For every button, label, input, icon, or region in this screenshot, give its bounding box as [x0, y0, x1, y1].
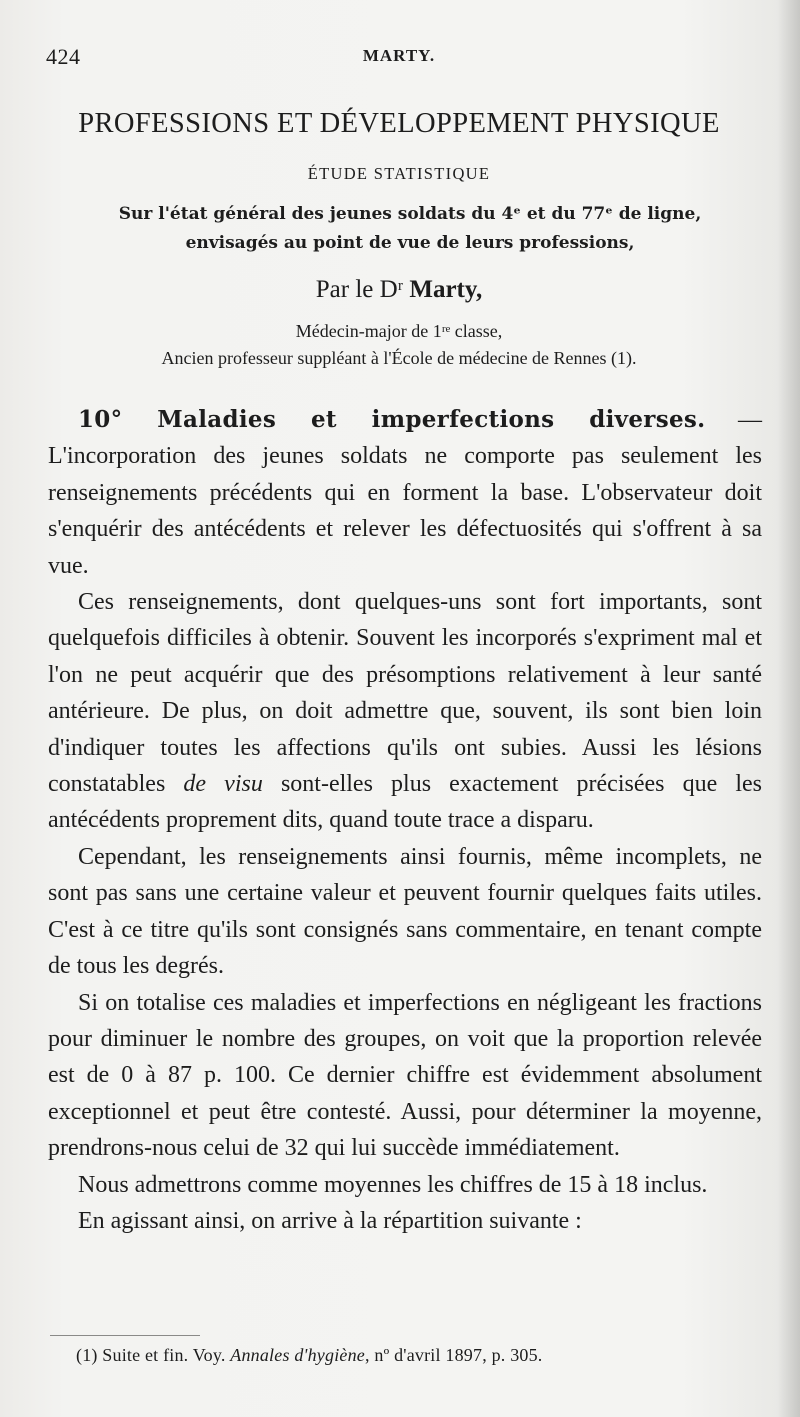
page-number: 424 — [46, 44, 81, 69]
paragraph-6: En agissant ainsi, on arrive à la répartition suivante : — [78, 1207, 582, 1234]
article-intro — [70, 200, 750, 258]
author-line — [46, 276, 752, 304]
article-title: PROFESSIONS ET DÉVELOPPEMENT PHYSIQUE — [78, 108, 720, 139]
author-prefix: Par le Dʳ — [315, 276, 404, 303]
section-heading: 10° Maladies et imperfections diverses. — [78, 406, 706, 433]
author-name: Marty, — [409, 276, 483, 303]
page-header — [46, 44, 752, 74]
page-edge-shadow — [778, 0, 800, 1417]
paragraph-5: Nous admettrons comme moyennes les chiffres de 15 à 18 inclus. — [78, 1171, 708, 1198]
paragraph-2-text-b: sont-elles plus exactement précisées que les antécédents proprement dits, quand toute trace a disparu. — [48, 771, 762, 834]
intro-line-1: Sur l'état général des jeunes soldats du 4ᵉ et du 77ᵉ de ligne, — [118, 204, 702, 224]
footnote — [76, 1345, 756, 1366]
paragraph-1 — [48, 402, 762, 584]
footnote-suffix: , nº d'avril 1897, p. 305. — [364, 1345, 543, 1365]
footnote-prefix: (1) Suite et fin. Voy. — [76, 1345, 231, 1365]
author-affiliation — [46, 318, 752, 372]
paragraph-2-text-a: Ces renseignements, dont quelques-uns sont fort importants, sont quelquefois difficiles à obtenir. Souvent les incorporés s'expriment mal et l'on ne peut acquérir que des présomptions relativement à leur santé antérieure. De plus, on doit admettre que, souvent, ils sont bien loin d'indiquer toutes les affections qu'ils ont subies. Aussi les lésions constatables — [48, 589, 762, 798]
intro-line-2: envisagés au point de vue de leurs professions, — [185, 233, 635, 253]
body-text — [48, 402, 762, 1239]
running-head: MARTY. — [362, 46, 436, 65]
affiliation-line-2: Ancien professeur suppléant à l'École de médecine de Rennes (1). — [161, 348, 637, 368]
footnote-journal: Annales d'hygiène — [230, 1345, 365, 1365]
paragraph-2-italic: de visu — [183, 771, 263, 798]
paragraph-4: Si on totalise ces maladies et imperfections en négligeant les fractions pour diminuer le nombre des groupes, on voit que la proportion relevée est de 0 à 87 p. 100. Ce dernier chiffre est évidemment absolument exceptionnel et peut être contesté. Aussi, pour déterminer la moyenne, prendrons-nous celui de 32 qui lui succède immédiatement. — [48, 989, 762, 1162]
footnote-rule — [50, 1335, 200, 1336]
paragraph-1-text: — L'incorporation des jeunes soldats ne comporte pas seulement les renseignements précédents qui en forment la base. L'observateur doit s'enquérir des antécédents et relever les défectuosités qui s'offrent à sa vue. — [48, 407, 762, 579]
article-subtitle: ÉTUDE STATISTIQUE — [307, 164, 491, 183]
affiliation-line-1: Médecin-major de 1ʳᵉ classe, — [295, 321, 503, 341]
paragraph-3: Cependant, les renseignements ainsi fournis, même incomplets, ne sont pas sans une certaine valeur et peuvent fournir quelques faits utiles. C'est à ce titre qu'ils sont consignés sans commentaire, en tenant compte de tous les degrés. — [48, 843, 762, 980]
paragraph-2 — [48, 584, 762, 839]
